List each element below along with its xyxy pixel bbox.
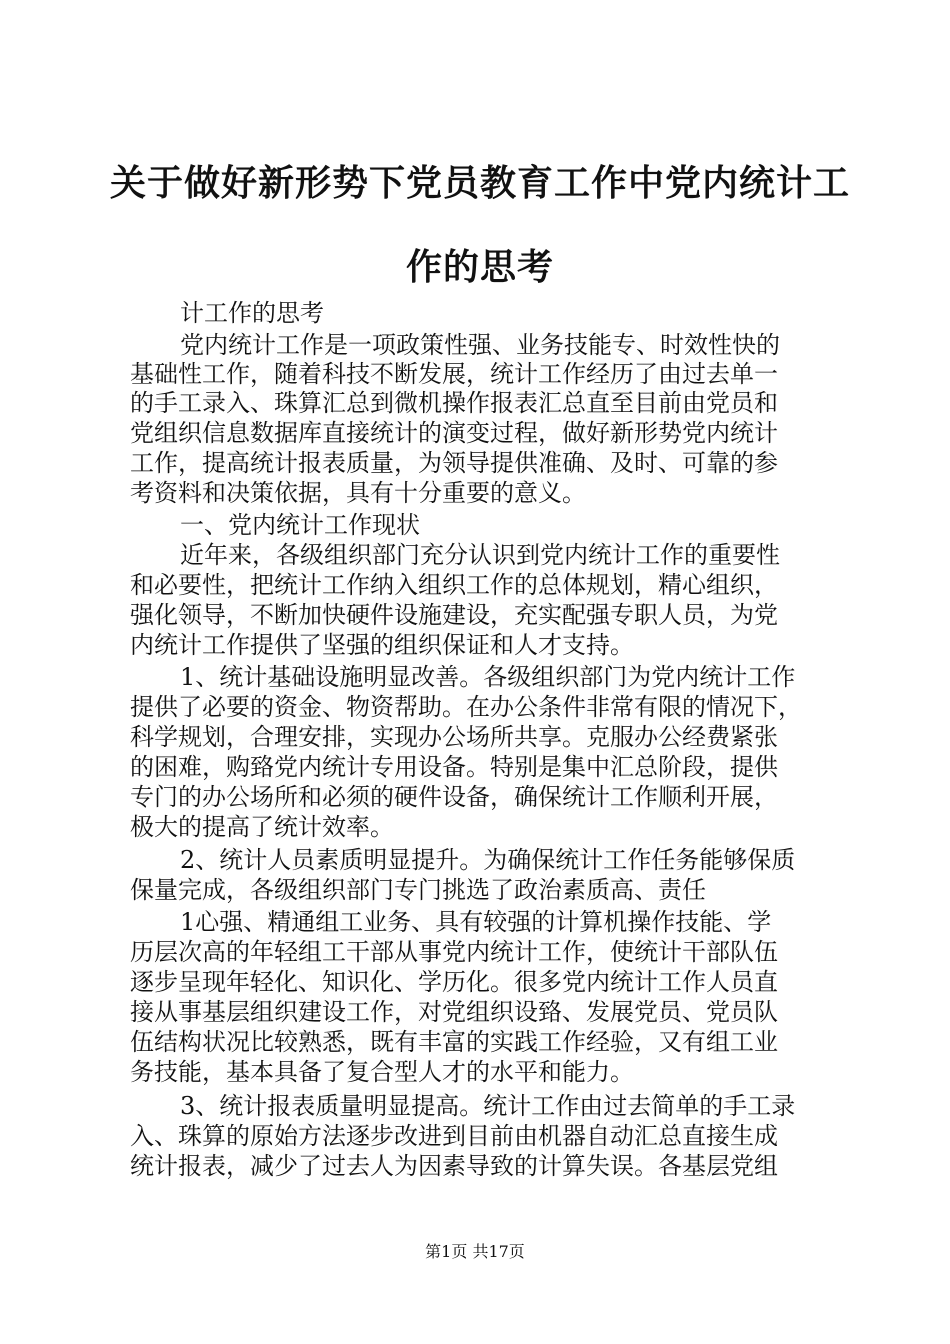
body-line: 保量完成，各级组织部门专门挑选了政治素质高、责任	[130, 876, 706, 904]
body-line: 极大的提高了统计效率。	[130, 813, 394, 841]
body-line: 党内统计工作是一项政策性强、业务技能专、时效性快的	[180, 331, 780, 359]
body-line: 和必要性，把统计工作纳入组织工作的总体规划，精心组织，	[130, 571, 778, 599]
body-line: 计工作的思考	[180, 299, 324, 327]
document-title-line-1: 关于做好新形势下党员教育工作中党内统计工	[109, 162, 850, 204]
document-title-line-2: 作的思考	[405, 246, 554, 288]
body-line: 科学规划，合理安排，实现办公场所共享。克服办公经费紧张	[130, 723, 778, 751]
body-line: 伍结构状况比较熟悉，既有丰富的实践工作经验，又有组工业	[130, 1028, 778, 1056]
body-line: 基础性工作，随着科技不断发展，统计工作经历了由过去单一	[130, 360, 778, 388]
body-line: 接从事基层组织建设工作，对党组织设臵、发展党员、党员队	[130, 998, 778, 1026]
body-line: 提供了必要的资金、物资帮助。在办公条件非常有限的情况下，	[130, 693, 802, 721]
body-line: 党组织信息数据库直接统计的演变过程，做好新形势党内统计	[130, 419, 778, 447]
body-line: 的手工录入、珠算汇总到微机操作报表汇总直至目前由党员和	[130, 389, 778, 417]
body-line: 1心强、精通组工业务、具有较强的计算机操作技能、学	[180, 908, 772, 936]
page-number-footer: 第1页 共17页	[425, 1242, 525, 1261]
body-line: 逐步呈现年轻化、知识化、学历化。很多党内统计工作人员直	[130, 968, 778, 996]
body-line: 工作，提高统计报表质量，为领导提供准确、及时、可靠的参	[130, 449, 778, 477]
body-line: 1、统计基础设施明显改善。各级组织部门为党内统计工作	[180, 663, 796, 691]
body-line: 专门的办公场所和必须的硬件设备，确保统计工作顺利开展，	[130, 783, 778, 811]
section-heading: 一、党内统计工作现状	[180, 511, 420, 539]
body-line: 近年来，各级组织部门充分认识到党内统计工作的重要性	[180, 541, 780, 569]
body-line: 考资料和决策依据，具有十分重要的意义。	[130, 479, 586, 507]
body-line: 历层次高的年轻组工干部从事党内统计工作，使统计干部队伍	[130, 938, 778, 966]
body-line: 务技能，基本具备了复合型人才的水平和能力。	[130, 1058, 634, 1086]
body-line: 3、统计报表质量明显提高。统计工作由过去简单的手工录	[180, 1092, 796, 1120]
body-line: 统计报表，减少了过去人为因素导致的计算失误。各基层党组	[130, 1152, 778, 1180]
body-line: 的困难，购臵党内统计专用设备。特别是集中汇总阶段，提供	[130, 753, 778, 781]
body-line: 入、珠算的原始方法逐步改进到目前由机器自动汇总直接生成	[130, 1122, 778, 1150]
body-line: 强化领导，不断加快硬件设施建设，充实配强专职人员，为党	[130, 601, 778, 629]
body-line: 内统计工作提供了坚强的组织保证和人才支持。	[130, 631, 634, 659]
body-line: 2、统计人员素质明显提升。为确保统计工作任务能够保质	[180, 846, 796, 874]
